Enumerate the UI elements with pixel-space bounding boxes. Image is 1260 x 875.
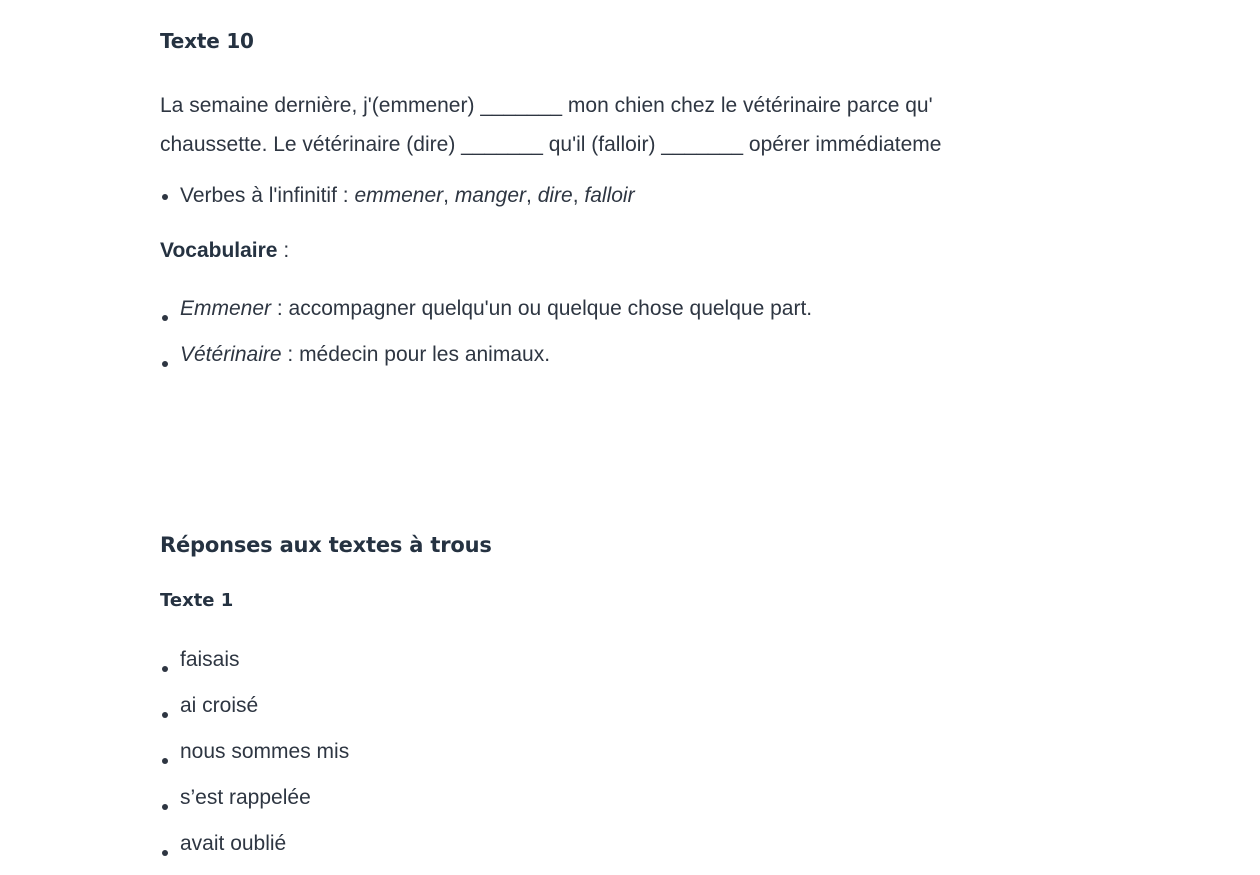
paragraph-line-1 <box>160 86 1260 125</box>
verb-separator: , <box>572 184 585 207</box>
vocabulary-item <box>160 340 812 386</box>
paragraph-text: chaussette. Le vétérinaire (dire) <box>160 133 462 156</box>
answer-item: ai croisé <box>160 691 349 737</box>
vocabulary-term: Vétérinaire <box>180 343 282 366</box>
verb-separator: , <box>526 184 538 207</box>
vocabulary-list <box>160 294 812 386</box>
fill-blank-3: _______ <box>661 133 744 156</box>
vocabulary-label: Vocabulaire <box>160 239 278 262</box>
verb-infinitive: falloir <box>584 184 635 207</box>
answers-subheading-texte-1: Texte 1 <box>160 590 234 611</box>
paragraph-text: mon chien chez le vétérinaire parce qu' <box>562 94 933 117</box>
vocabulary-definition: : médecin pour les animaux. <box>281 343 551 366</box>
vocabulary-item <box>160 294 812 340</box>
fill-blank-2: _______ <box>461 133 543 156</box>
vocabulary-term: Emmener <box>180 297 272 320</box>
document-page <box>160 0 1024 855</box>
answers-heading: Réponses aux textes à trous <box>160 533 492 557</box>
section-heading-texte-10: Texte 10 <box>160 29 254 53</box>
verbs-list-item <box>160 184 635 208</box>
answers-list <box>160 645 349 875</box>
paragraph-line-2 <box>160 125 1260 164</box>
vocabulary-label-suffix: : <box>277 239 290 262</box>
vocabulary-definition: : accompagner quelqu'un ou quelque chose quelque part. <box>271 297 813 320</box>
answer-item: nous sommes mis <box>160 737 349 783</box>
verb-infinitive: manger <box>454 184 527 207</box>
answer-item: avait oublié <box>160 829 349 875</box>
paragraph-text: La semaine dernière, j'(emmener) <box>160 94 481 117</box>
paragraph-text: qu'il (falloir) <box>542 133 662 156</box>
answer-item: s’est rappelée <box>160 783 349 829</box>
verb-separator: , <box>443 184 455 207</box>
verb-infinitive: dire <box>537 184 573 207</box>
answer-item: faisais <box>160 645 349 691</box>
vocabulary-heading <box>160 239 289 263</box>
paragraph-text: opérer immédiateme <box>743 133 942 156</box>
fill-blank-1: _______ <box>480 94 563 117</box>
exercise-paragraph <box>160 86 1260 164</box>
verbs-label: Verbes à l'infinitif : <box>180 184 355 207</box>
verb-infinitive: emmener <box>354 184 444 207</box>
verbs-list <box>160 184 635 208</box>
